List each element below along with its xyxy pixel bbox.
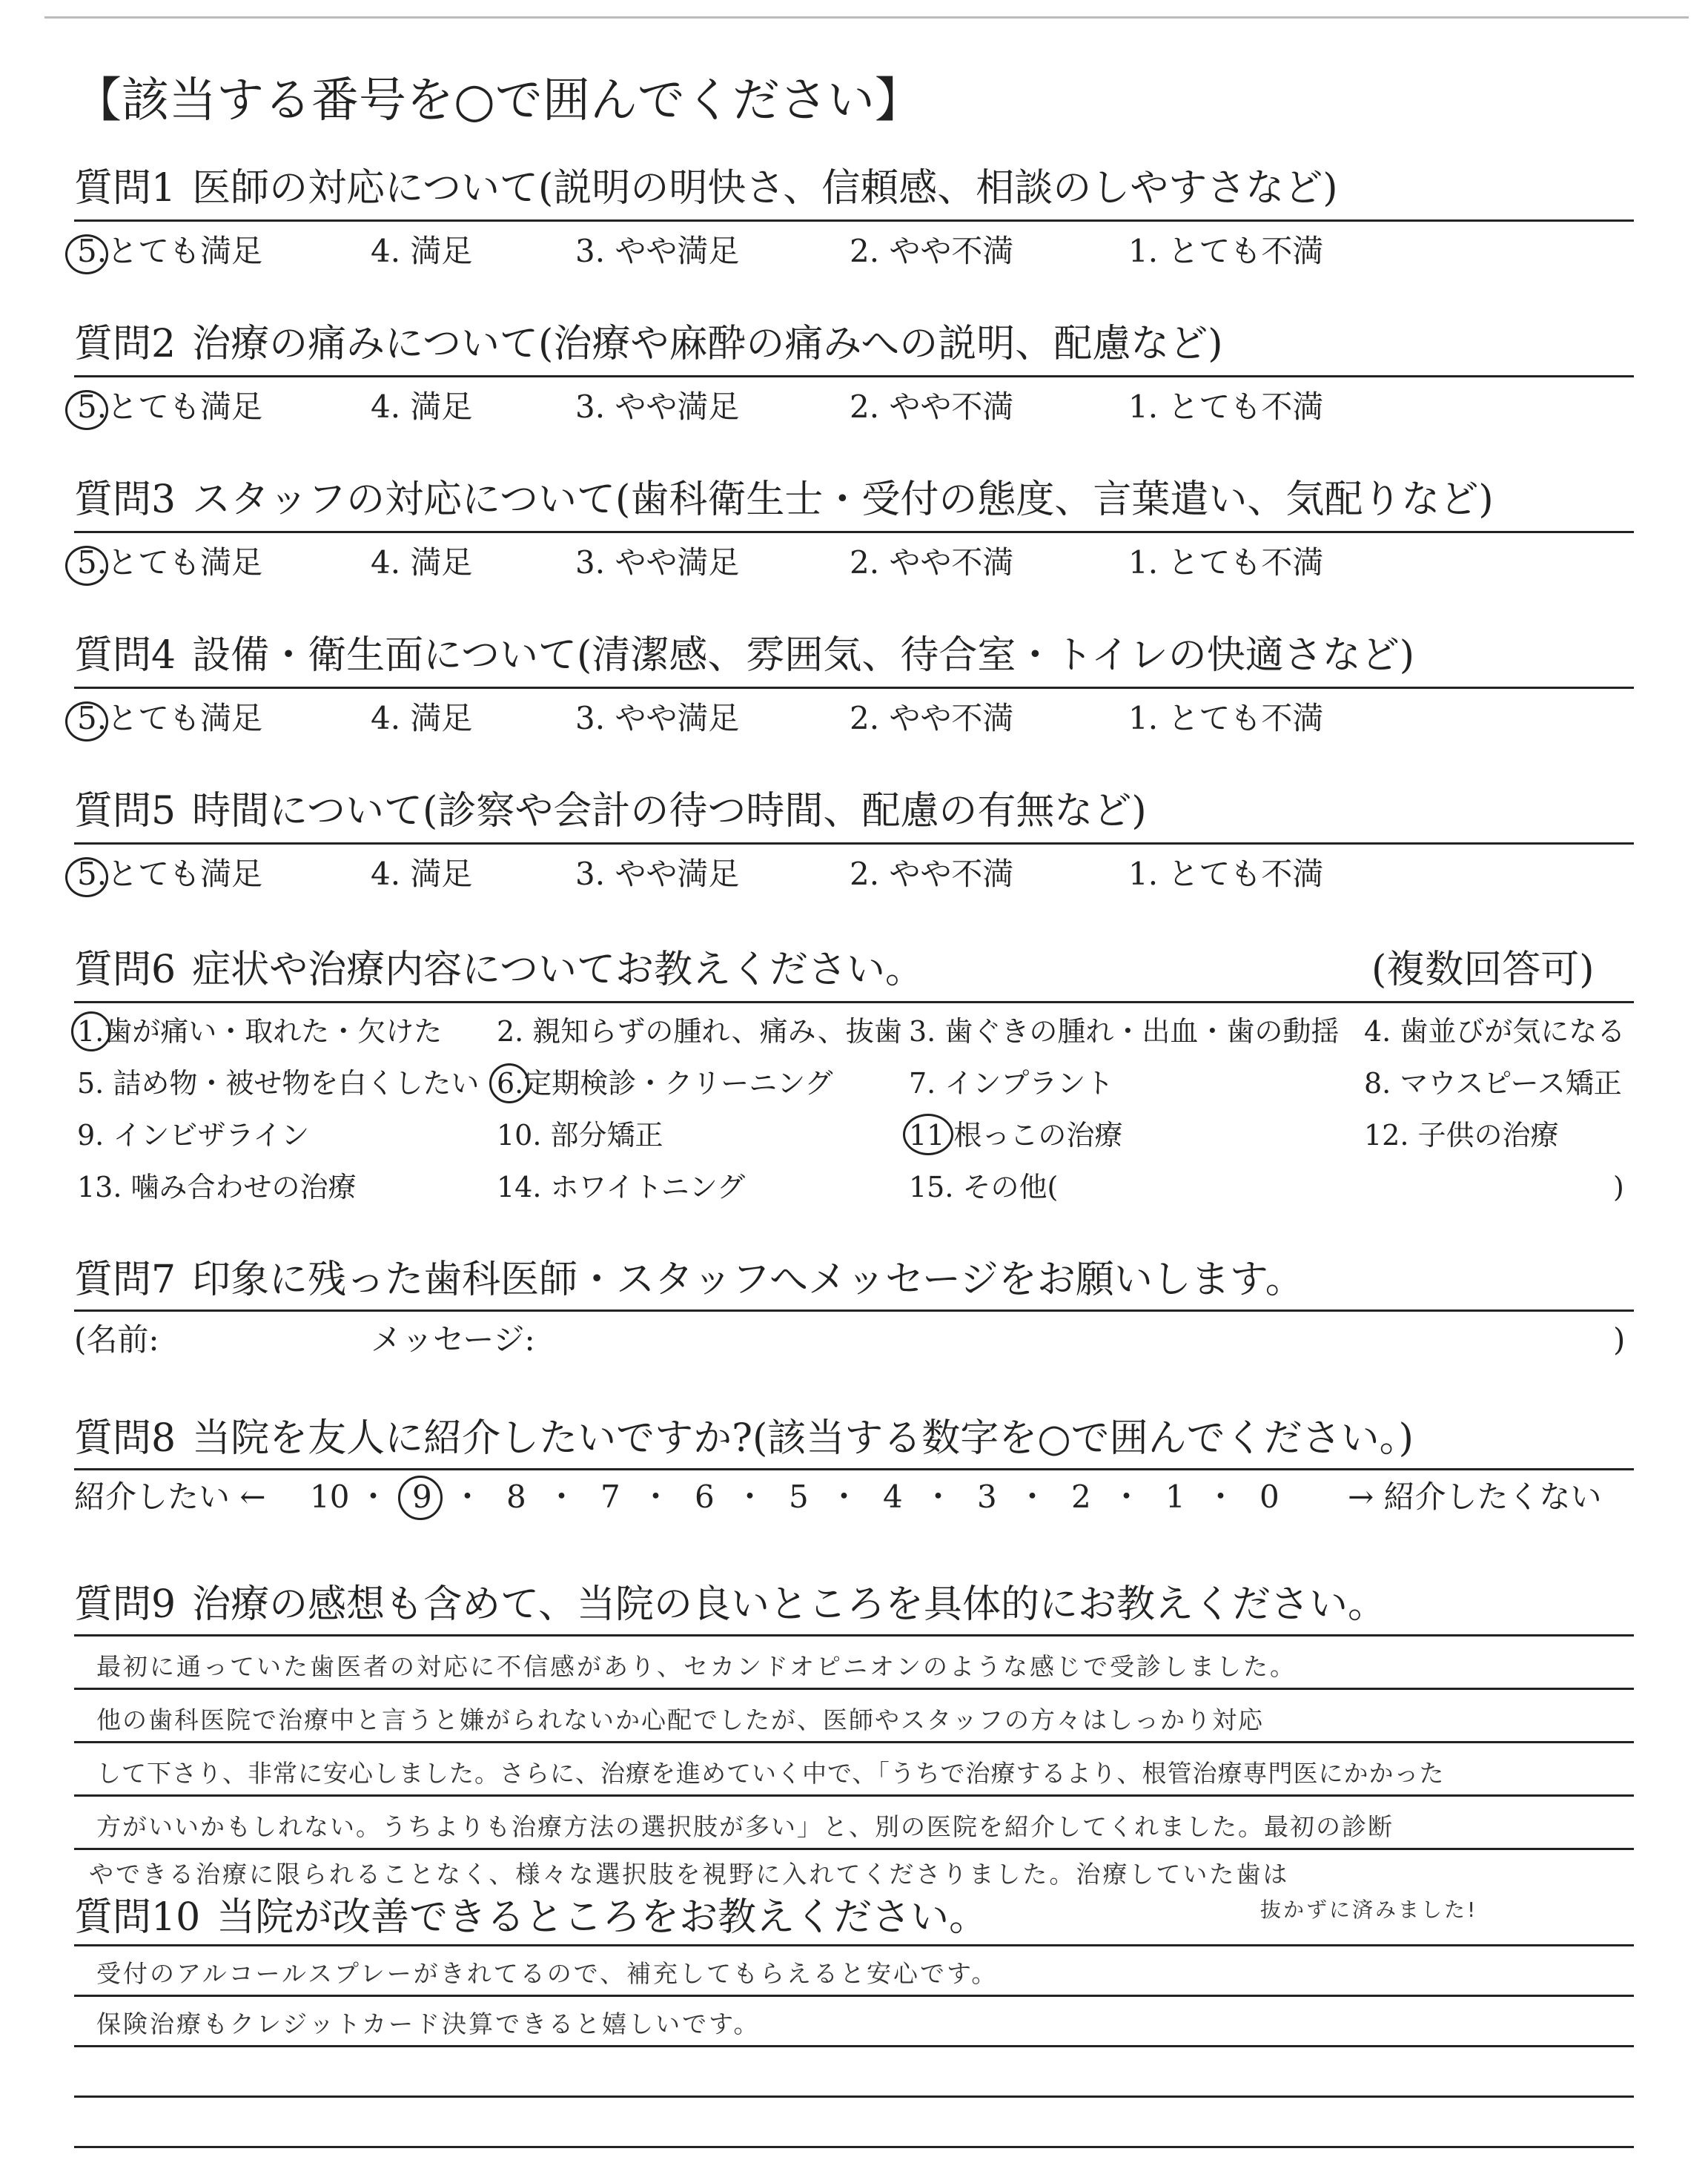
- q1-option-very-dissatisfied[interactable]: 1. とても不満: [1128, 233, 1324, 269]
- q1-option-satisfied[interactable]: 4. 満足: [371, 233, 473, 269]
- q6-item-6[interactable]: 6.定期検診・クリーニング: [497, 1067, 833, 1100]
- q6-rule: [74, 1001, 1634, 1003]
- q6-item-1[interactable]: 1.歯が痛い・取れた・欠けた: [77, 1015, 443, 1048]
- q1-option-somewhat-dissatisfied[interactable]: 2. やや不満: [850, 233, 1014, 269]
- q8-scale-separator: ・: [922, 1479, 954, 1515]
- q5-option-very-dissatisfied[interactable]: 1. とても不満: [1128, 856, 1324, 892]
- q3-number: 質問3: [74, 478, 176, 522]
- q4-option-very-satisfied[interactable]: 5.とても満足: [77, 700, 263, 736]
- q9-heading: [74, 1581, 1386, 1628]
- q8-scale-2[interactable]: 2: [1071, 1479, 1091, 1515]
- q9-line-rule-1: [74, 1688, 1634, 1690]
- q1-option-somewhat-satisfied[interactable]: 3. やや満足: [575, 233, 740, 269]
- q2-text: 治療の痛みについて(治療や麻酔の痛みへの説明、配慮など): [192, 322, 1223, 366]
- q4-option-somewhat-dissatisfied[interactable]: 2. やや不満: [850, 700, 1014, 736]
- q6-item-4[interactable]: 4. 歯並びが気になる: [1364, 1015, 1626, 1048]
- q6-item-15[interactable]: 15. その他(: [909, 1171, 1059, 1203]
- q8-scale-8[interactable]: 8: [506, 1479, 526, 1515]
- q4-option-very-dissatisfied[interactable]: 1. とても不満: [1128, 700, 1324, 736]
- q1-heading: [74, 165, 1338, 212]
- q6-item-8[interactable]: 8. マウスピース矯正: [1364, 1067, 1622, 1100]
- q9-number: 質問9: [74, 1582, 176, 1627]
- q7-text: 印象に残った歯科医師・スタッフへメッセージをお願いします。: [192, 1258, 1304, 1302]
- q7-rule: [74, 1309, 1634, 1312]
- q8-number: 質問8: [74, 1416, 176, 1461]
- q10-number: 質問10: [74, 1895, 201, 1940]
- q6-item-5[interactable]: 5. 詰め物・被せ物を白くしたい: [77, 1067, 480, 1100]
- q4-text: 設備・衛生面について(清潔感、雰囲気、待合室・トイレの快適さなど): [192, 633, 1415, 678]
- q8-scale-1[interactable]: 1: [1165, 1479, 1185, 1515]
- q4-number: 質問4: [74, 633, 176, 678]
- q9-line-rule-3: [74, 1794, 1634, 1797]
- q10-line-rule-1: [74, 1995, 1634, 1997]
- q1-selected-circle: [65, 234, 108, 274]
- q8-rule: [74, 1468, 1634, 1470]
- q4-heading: [74, 632, 1414, 679]
- q10-answer-line-2: 保険治療もクレジットカード決算できると嬉しいです。: [96, 2009, 761, 2038]
- q6-item-12[interactable]: 12. 子供の治療: [1364, 1119, 1559, 1152]
- q8-scale-separator: ・: [640, 1479, 672, 1515]
- q6-item-3[interactable]: 3. 歯ぐきの腫れ・出血・歯の動揺: [909, 1015, 1340, 1048]
- q10-answer-line-1: 受付のアルコールスプレーがきれてるので、補充してもらえると安心です。: [96, 1959, 999, 1988]
- q4-option-somewhat-satisfied[interactable]: 3. やや満足: [575, 700, 740, 736]
- q6-other-close: ): [1613, 1171, 1624, 1203]
- q2-option-somewhat-satisfied[interactable]: 3. やや満足: [575, 389, 740, 425]
- q2-rule: [74, 375, 1634, 377]
- q5-heading: [74, 787, 1147, 835]
- q6-item-13[interactable]: 13. 噛み合わせの治療: [77, 1171, 357, 1203]
- q8-scale-separator: ・: [546, 1479, 577, 1515]
- q5-option-somewhat-satisfied[interactable]: 3. やや満足: [575, 856, 740, 892]
- q8-scale-separator: ・: [828, 1479, 860, 1515]
- q7-heading: [74, 1256, 1304, 1304]
- q8-scale-separator: ・: [1016, 1479, 1048, 1515]
- q8-heading: [74, 1415, 1414, 1462]
- q9-answer-line-1: 最初に通っていた歯医者の対応に不信感があり、セカンドオピニオンのような感じで受診しました。: [96, 1652, 1297, 1681]
- q6-item-11[interactable]: 11 根っこの治療: [909, 1119, 1123, 1152]
- q5-selected-circle: [65, 857, 108, 897]
- q8-right-label: → 紹介したくない: [1348, 1479, 1602, 1515]
- q3-option-somewhat-dissatisfied[interactable]: 2. やや不満: [850, 544, 1014, 581]
- top-border: [44, 16, 1689, 19]
- q2-heading: [74, 320, 1223, 368]
- q8-scale-10[interactable]: 10: [310, 1479, 350, 1515]
- q6-selected-circle-1: [71, 1011, 111, 1051]
- q1-number: 質問1: [74, 166, 176, 211]
- q8-scale-separator: ・: [357, 1479, 389, 1515]
- q6-selected-circle-6: [489, 1063, 529, 1103]
- q10-line-rule-4: [74, 2146, 1634, 2148]
- q5-rule: [74, 842, 1634, 845]
- q9-answer-line-4: 方がいいかもしれない。うちよりも治療方法の選択肢が多い」と、別の医院を紹介してくれました。最初の診断: [96, 1812, 1394, 1841]
- q7-message-label[interactable]: メッセージ:: [371, 1321, 535, 1358]
- q8-scale-6[interactable]: 6: [695, 1479, 715, 1515]
- q9-answer-line-3: して下さり、非常に安心しました。さらに、治療を進めていく中で、「うちで治療するより、根管治療専門医にかかった: [96, 1759, 1445, 1788]
- q5-option-satisfied[interactable]: 4. 満足: [371, 856, 473, 892]
- q7-name-label[interactable]: (名前:: [74, 1321, 159, 1358]
- q7-number: 質問7: [74, 1258, 176, 1302]
- q9-answer-line-6: 抜かずに済みました!: [1260, 1898, 1478, 1922]
- q9-line-rule-2: [74, 1741, 1634, 1743]
- q1-text: 医師の対応について(説明の明快さ、信頼感、相談のしやすさなど): [192, 166, 1338, 211]
- q8-scale-separator: ・: [1110, 1479, 1142, 1515]
- q8-scale-separator: ・: [1205, 1479, 1237, 1515]
- q8-scale-9[interactable]: 9: [412, 1479, 432, 1515]
- q1-option-very-satisfied[interactable]: 5.とても満足: [77, 233, 263, 269]
- q4-selected-circle: [65, 701, 108, 742]
- q4-option-satisfied[interactable]: 4. 満足: [371, 700, 473, 736]
- q6-item-9[interactable]: 9. インビザライン: [77, 1119, 310, 1152]
- q6-item-2[interactable]: 2. 親知らずの腫れ、痛み、抜歯: [497, 1015, 902, 1048]
- q6-note: (複数回答可): [1371, 948, 1595, 992]
- q6-text: 症状や治療内容についてお教えください。: [192, 948, 924, 992]
- q8-selected-circle: [398, 1476, 443, 1520]
- q2-selected-circle: [65, 390, 108, 430]
- q8-text: 当院を友人に紹介したいですか?(該当する数字を○で囲んでください。): [192, 1416, 1414, 1461]
- q9-line-rule-4: [74, 1848, 1634, 1850]
- q1-rule: [74, 219, 1634, 222]
- q8-scale-4[interactable]: 4: [883, 1479, 903, 1515]
- q2-option-satisfied[interactable]: 4. 満足: [371, 389, 473, 425]
- q8-scale-0[interactable]: 0: [1260, 1479, 1280, 1515]
- q8-scale-7[interactable]: 7: [600, 1479, 620, 1515]
- q5-option-somewhat-dissatisfied[interactable]: 2. やや不満: [850, 856, 1014, 892]
- q3-option-very-satisfied[interactable]: 5.とても満足: [77, 544, 263, 581]
- q8-scale-5[interactable]: 5: [789, 1479, 809, 1515]
- q2-number: 質問2: [74, 322, 176, 366]
- q3-selected-circle: [65, 546, 108, 586]
- q10-rule: [74, 1944, 1634, 1946]
- q8-scale-separator: ・: [734, 1479, 766, 1515]
- q4-rule: [74, 687, 1634, 689]
- q9-text: 治療の感想も含めて、当院の良いところを具体的にお教えください。: [192, 1582, 1387, 1627]
- q8-left-label: 紹介したい ←: [74, 1479, 266, 1515]
- q6-item-10[interactable]: 10. 部分矯正: [497, 1119, 663, 1152]
- q5-number: 質問5: [74, 789, 176, 833]
- q2-option-very-satisfied[interactable]: 5.とても満足: [77, 389, 263, 425]
- q3-option-satisfied[interactable]: 4. 満足: [371, 544, 473, 581]
- q3-option-very-dissatisfied[interactable]: 1. とても不満: [1128, 544, 1324, 581]
- q3-heading: [74, 476, 1494, 524]
- q6-item-7[interactable]: 7. インプラント: [909, 1067, 1114, 1100]
- q7-close-paren: ): [1613, 1321, 1626, 1358]
- q8-scale-separator: ・: [451, 1479, 483, 1515]
- q3-text: スタッフの対応について(歯科衛生士・受付の態度、言葉遣い、気配りなど): [192, 478, 1494, 522]
- q5-text: 時間について(診察や会計の待つ時間、配慮の有無など): [192, 789, 1147, 833]
- q10-line-rule-2: [74, 2045, 1634, 2047]
- q5-option-very-satisfied[interactable]: 5.とても満足: [77, 856, 263, 892]
- q2-option-somewhat-dissatisfied[interactable]: 2. やや不満: [850, 389, 1014, 425]
- q6-heading: [74, 946, 924, 994]
- q8-scale-3[interactable]: 3: [977, 1479, 997, 1515]
- q2-option-very-dissatisfied[interactable]: 1. とても不満: [1128, 389, 1324, 425]
- q9-answer-line-5: やできる治療に限られることなく、様々な選択肢を視野に入れてくださりました。治療していた歯は: [89, 1860, 1290, 1889]
- q10-text: 当院が改善できるところをお教えください。: [216, 1895, 988, 1940]
- q10-line-rule-3: [74, 2095, 1634, 2098]
- q6-number: 質問6: [74, 948, 176, 992]
- q6-item-14[interactable]: 14. ホワイトニング: [497, 1171, 746, 1203]
- q9-rule: [74, 1634, 1634, 1636]
- q10-heading: [74, 1894, 987, 1941]
- q6-selected-circle-11: [903, 1114, 953, 1155]
- q3-option-somewhat-satisfied[interactable]: 3. やや満足: [575, 544, 740, 581]
- q3-rule: [74, 531, 1634, 533]
- page-title: 【該当する番号を○で囲んでください】: [74, 73, 922, 128]
- q9-answer-line-2: 他の歯科医院で治療中と言うと嫌がられないか心配でしたが、医師やスタッフの方々はしっかり対応: [96, 1705, 1264, 1734]
